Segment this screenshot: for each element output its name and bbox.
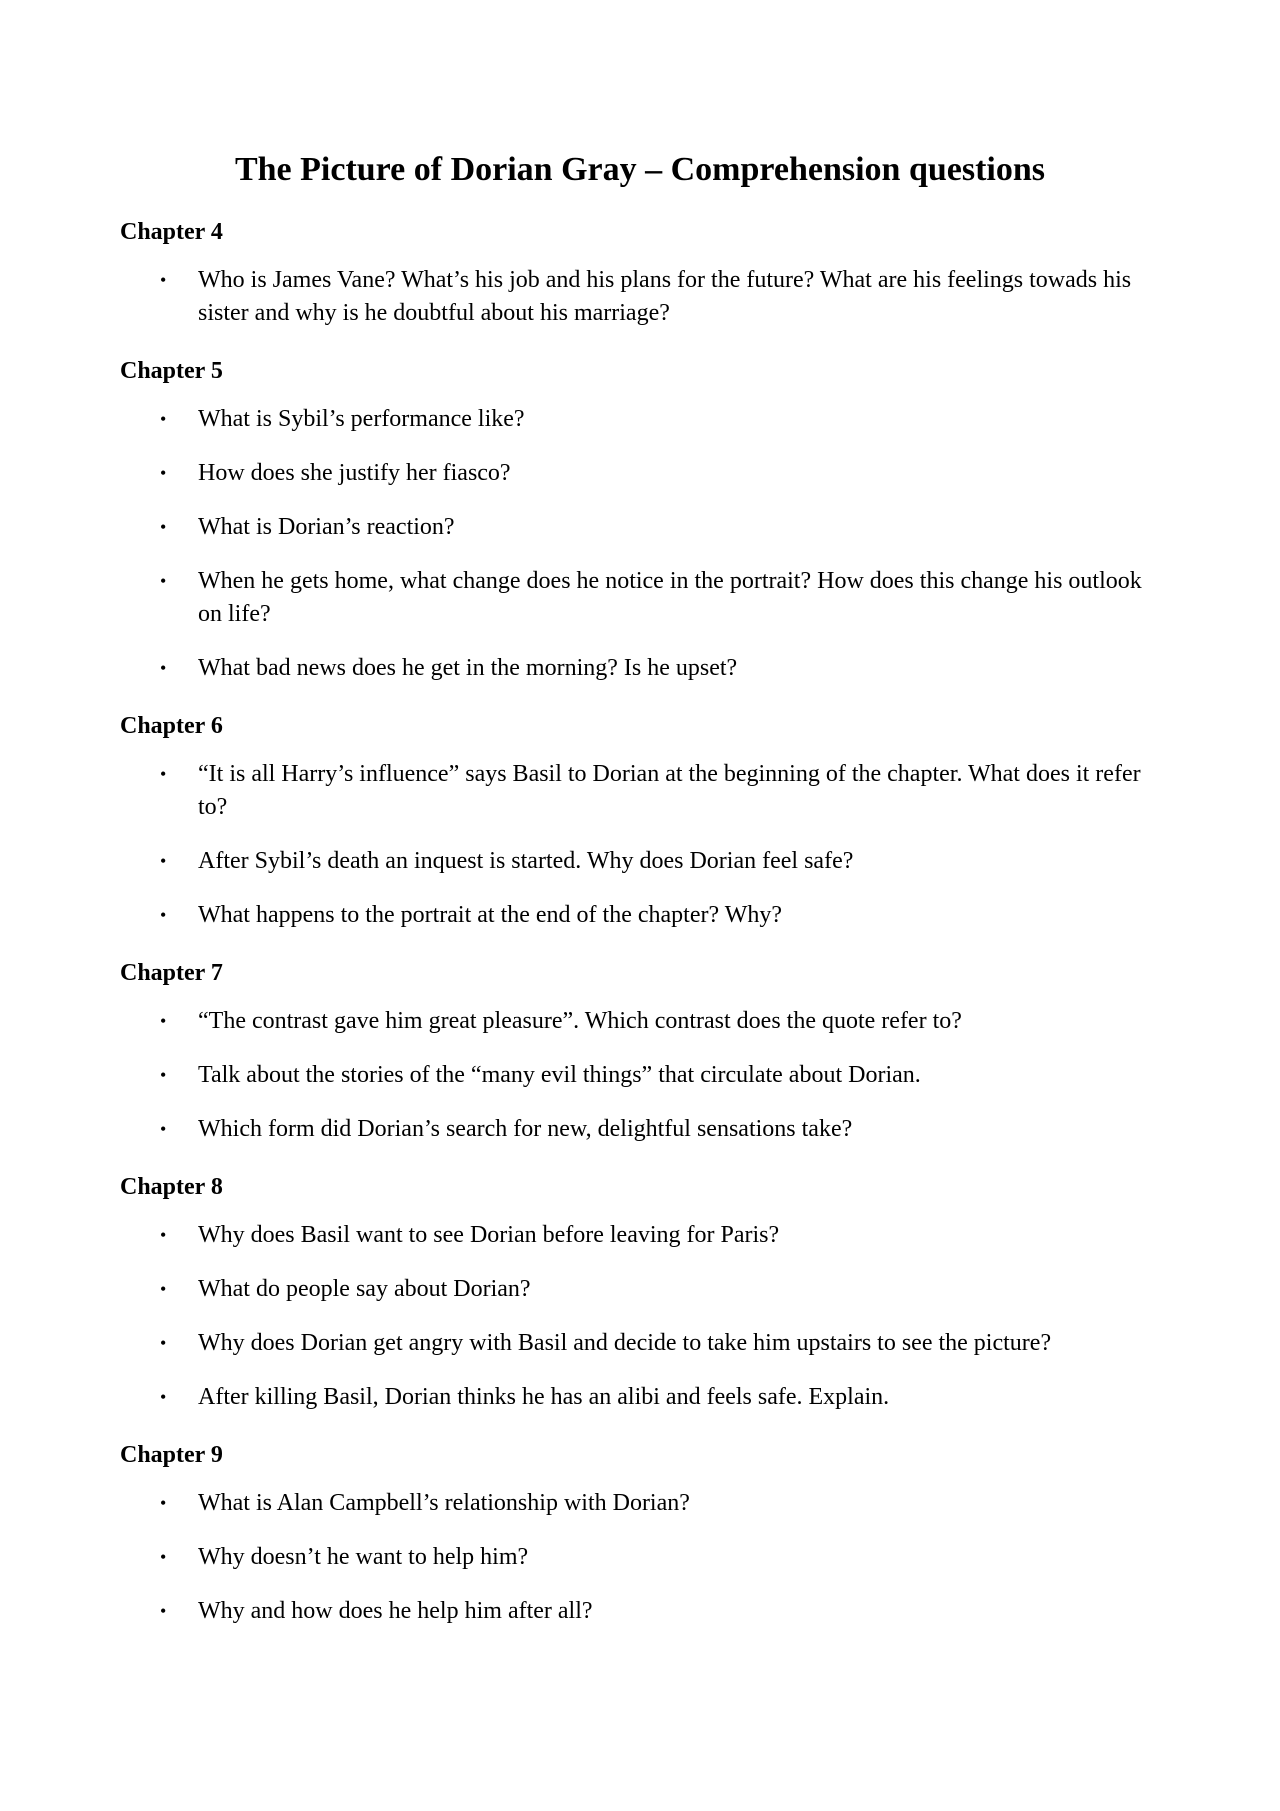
question-item [120, 1219, 1160, 1252]
question-text: What do people say about Dorian? [198, 1276, 531, 1302]
question-text: After killing Basil, Dorian thinks he has an alibi and feels safe. Explain. [198, 1384, 890, 1410]
bullet-icon: • [160, 1225, 167, 1245]
bullet-icon: • [160, 517, 167, 537]
question-text: What is Sybil’s performance like? [198, 406, 525, 432]
bullet-icon: • [160, 409, 167, 429]
question-item [120, 758, 1160, 824]
bullet-icon: • [160, 571, 167, 591]
bullet-icon: • [160, 1493, 167, 1513]
chapter-heading: Chapter 5 [120, 358, 223, 384]
question-text: Why and how does he help him after all? [198, 1598, 593, 1624]
question-item [120, 1059, 1160, 1092]
chapter-heading: Chapter 8 [120, 1174, 223, 1200]
question-text: When he gets home, what change does he notice in the portrait? How does this change his outlook on life? [198, 568, 1142, 627]
chapter-section [120, 1435, 1160, 1628]
chapter-section [120, 953, 1160, 1146]
question-text: What happens to the portrait at the end of the chapter? Why? [198, 902, 782, 928]
bullet-icon: • [160, 463, 167, 483]
question-list [120, 1487, 1160, 1628]
question-list [120, 264, 1160, 330]
bullet-icon: • [160, 1011, 167, 1031]
page-title: The Picture of Dorian Gray – Comprehension questions [234, 151, 1046, 188]
question-item [120, 652, 1160, 685]
chapter-section [120, 351, 1160, 685]
question-item [120, 899, 1160, 932]
chapter-heading: Chapter 4 [120, 219, 223, 245]
bullet-icon: • [160, 1119, 167, 1139]
question-text: What bad news does he get in the morning? Is he upset? [198, 655, 738, 681]
question-item [120, 511, 1160, 544]
question-text: Why doesn’t he want to help him? [198, 1544, 529, 1570]
question-item [120, 1327, 1160, 1360]
bullet-icon: • [160, 905, 167, 925]
question-text: What is Alan Campbell’s relationship with Dorian? [198, 1490, 690, 1516]
question-item [120, 1487, 1160, 1520]
question-text: “It is all Harry’s influence” says Basil to Dorian at the beginning of the chapter. What does it refer to? [198, 761, 1141, 820]
question-item [120, 1005, 1160, 1038]
bullet-icon: • [160, 1065, 167, 1085]
chapter-heading: Chapter 7 [120, 960, 223, 986]
question-item [120, 1113, 1160, 1146]
question-text: Talk about the stories of the “many evil things” that circulate about Dorian. [198, 1062, 921, 1088]
document-body [120, 212, 1160, 1649]
question-item [120, 403, 1160, 436]
question-list [120, 1219, 1160, 1414]
question-text: Who is James Vane? What’s his job and his plans for the future? What are his feelings towads his sister and why is he doubtful about his marriage? [198, 267, 1132, 326]
question-item [120, 1541, 1160, 1574]
question-text: Why does Basil want to see Dorian before leaving for Paris? [198, 1222, 780, 1248]
bullet-icon: • [160, 1333, 167, 1353]
bullet-icon: • [160, 270, 167, 290]
bullet-icon: • [160, 1601, 167, 1621]
question-item [120, 264, 1160, 330]
bullet-icon: • [160, 764, 167, 784]
chapter-heading: Chapter 6 [120, 713, 223, 739]
question-list [120, 1005, 1160, 1146]
question-item [120, 565, 1160, 631]
question-text: “The contrast gave him great pleasure”. Which contrast does the quote refer to? [198, 1008, 962, 1034]
question-list [120, 403, 1160, 685]
question-text: How does she justify her fiasco? [198, 460, 511, 486]
chapter-heading: Chapter 9 [120, 1442, 223, 1468]
question-text: Which form did Dorian’s search for new, delightful sensations take? [198, 1116, 853, 1142]
question-text: Why does Dorian get angry with Basil and decide to take him upstairs to see the picture? [198, 1330, 1052, 1356]
question-item [120, 457, 1160, 490]
bullet-icon: • [160, 1387, 167, 1407]
chapter-section [120, 706, 1160, 932]
question-list [120, 758, 1160, 932]
chapter-section [120, 1167, 1160, 1414]
question-text: What is Dorian’s reaction? [198, 514, 455, 540]
bullet-icon: • [160, 658, 167, 678]
bullet-icon: • [160, 1279, 167, 1299]
question-item [120, 845, 1160, 878]
question-text: After Sybil’s death an inquest is started. Why does Dorian feel safe? [198, 848, 854, 874]
bullet-icon: • [160, 851, 167, 871]
question-item [120, 1273, 1160, 1306]
question-item [120, 1595, 1160, 1628]
bullet-icon: • [160, 1547, 167, 1567]
question-item [120, 1381, 1160, 1414]
chapter-section [120, 212, 1160, 330]
